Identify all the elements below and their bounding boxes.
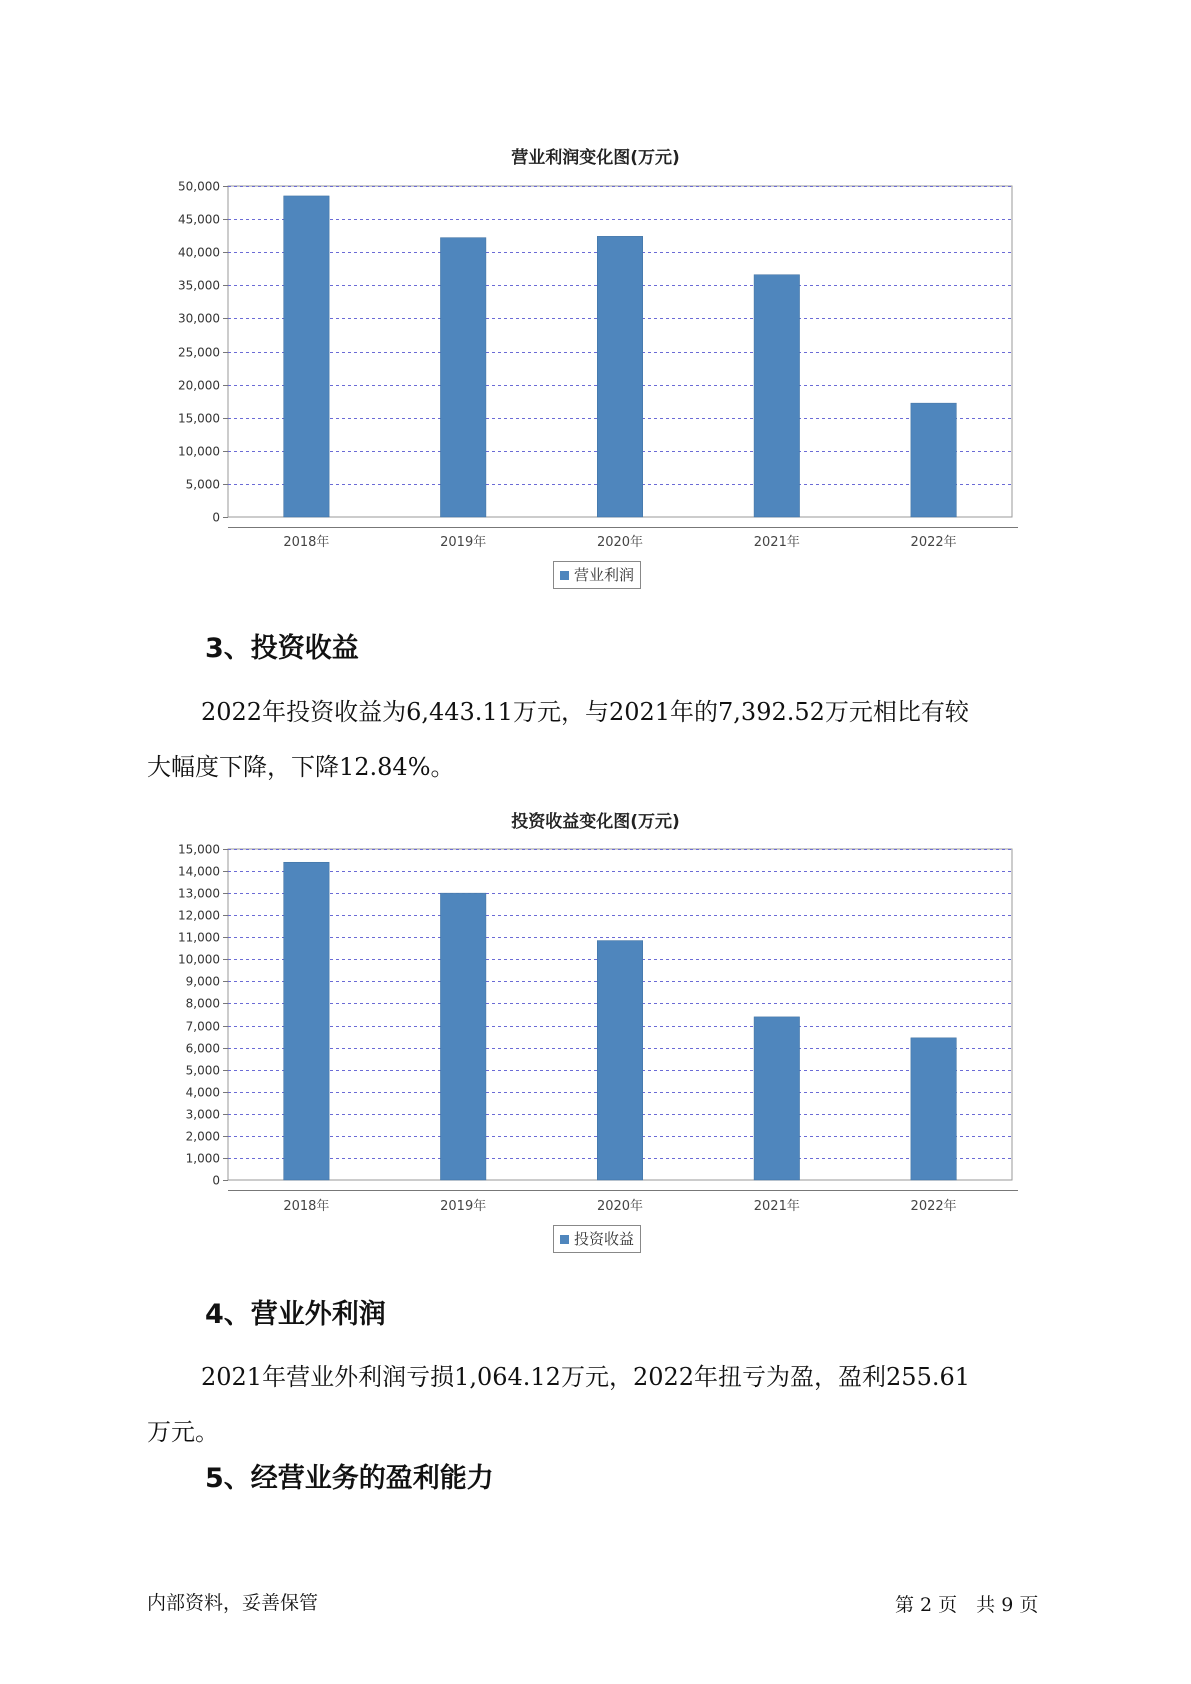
y-tick-label: 5,000 — [185, 1063, 220, 1078]
section-4-heading: 4、营业外利润 — [205, 1299, 386, 1330]
y-tick-label: 7,000 — [185, 1019, 220, 1034]
y-tick-label: 0 — [212, 1173, 220, 1188]
x-tick-label: 2018年 — [283, 535, 330, 550]
y-tick-label: 45,000 — [178, 212, 220, 227]
chart-1-title: 营业利润变化图(万元) — [511, 148, 680, 168]
y-tick-label: 13,000 — [178, 886, 220, 901]
x-tick-label: 2019年 — [440, 1199, 487, 1214]
bar-2022年 — [911, 1038, 956, 1180]
y-tick-label: 10,000 — [178, 952, 220, 967]
x-tick-label: 2021年 — [753, 1199, 800, 1214]
section-3-heading: 3、投资收益 — [205, 633, 359, 664]
x-tick-label: 2020年 — [596, 535, 644, 550]
bar-2018年 — [284, 862, 329, 1180]
paragraph-line: 万元。 — [147, 1418, 219, 1446]
y-tick-label: 3,000 — [185, 1107, 220, 1122]
bar-2021年 — [754, 1017, 799, 1180]
section-5-heading: 5、经营业务的盈利能力 — [205, 1463, 494, 1494]
y-tick-label: 5,000 — [185, 477, 220, 492]
paragraph-line: 2022年投资收益为6,443.11万元，与2021年的7,392.52万元相比有较 — [201, 698, 969, 726]
x-tick-label: 2022年 — [910, 535, 957, 550]
y-tick-label: 11,000 — [178, 930, 220, 945]
legend-swatch — [560, 1235, 569, 1244]
y-tick-label: 50,000 — [178, 179, 220, 194]
y-tick-label: 20,000 — [178, 378, 220, 393]
footer-page-number: 第 2 页 共 9 页 — [895, 1594, 1039, 1616]
x-tick-label: 2020年 — [596, 1199, 644, 1214]
bar-2019年 — [440, 893, 485, 1180]
y-tick-label: 1,000 — [185, 1151, 220, 1166]
y-tick-label: 30,000 — [178, 311, 220, 326]
y-tick-label: 2,000 — [185, 1129, 220, 1144]
chart-2-legend — [553, 1225, 641, 1253]
chart-1-legend-label: 营业利润 — [574, 566, 635, 584]
bar-2020年 — [597, 941, 642, 1180]
chart-2-legend-label: 投资收益 — [574, 1230, 635, 1248]
x-tick-label: 2022年 — [910, 1199, 957, 1214]
y-tick-label: 4,000 — [185, 1085, 220, 1100]
y-tick-label: 25,000 — [178, 345, 220, 360]
paragraph-line: 大幅度下降，下降12.84%。 — [147, 753, 455, 781]
y-tick-label: 8,000 — [185, 996, 220, 1011]
y-tick-label: 40,000 — [178, 245, 220, 260]
paragraph-line: 2021年营业外利润亏损1,064.12万元，2022年扭亏为盈，盈利255.61 — [201, 1363, 971, 1391]
chart-2-title: 投资收益变化图(万元) — [511, 812, 680, 832]
y-tick-label: 9,000 — [185, 974, 220, 989]
y-tick-label: 6,000 — [185, 1041, 220, 1056]
section-4-paragraph — [147, 1350, 1047, 1460]
y-tick-label: 10,000 — [178, 444, 220, 459]
y-tick-label: 0 — [212, 510, 220, 525]
x-tick-label: 2019年 — [440, 535, 487, 550]
y-tick-label: 15,000 — [178, 411, 220, 426]
x-tick-label: 2018年 — [283, 1199, 330, 1214]
y-tick-label: 15,000 — [178, 842, 220, 857]
y-tick-label: 35,000 — [178, 278, 220, 293]
footer-confidential-note: 内部资料，妥善保管 — [147, 1592, 319, 1614]
x-tick-label: 2021年 — [753, 535, 800, 550]
y-tick-label: 12,000 — [178, 908, 220, 923]
y-tick-label: 14,000 — [178, 864, 220, 879]
